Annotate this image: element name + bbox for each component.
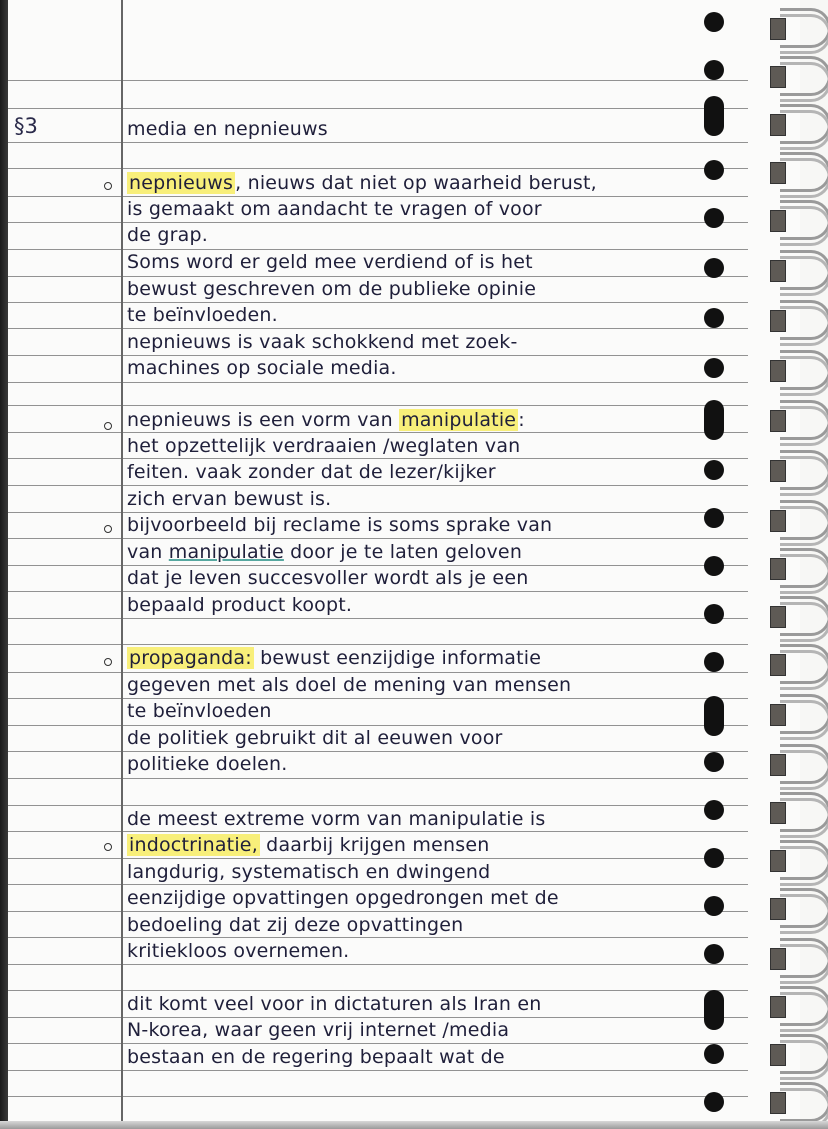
spiral-coil-icon <box>770 104 828 148</box>
ruled-line <box>8 831 748 832</box>
ruled-line <box>8 485 748 486</box>
ruled-line <box>8 382 748 383</box>
bullet-icon <box>104 182 112 190</box>
punch-hole-icon <box>704 800 724 820</box>
note-line: bijvoorbeeld bij reclame is soms sprake van <box>127 514 553 536</box>
ruled-line <box>8 858 748 859</box>
note-line: propaganda: bewust eenzijdige informatie <box>129 647 542 669</box>
note-line: dat je leven succesvoller wordt als je een <box>127 567 529 589</box>
punch-hole-icon <box>704 400 724 440</box>
note-line: de grap. <box>127 224 209 246</box>
punch-hole-icon <box>704 460 724 480</box>
spiral-coil-icon <box>770 644 828 688</box>
punch-hole-icon <box>704 96 724 136</box>
ruled-line <box>8 1070 748 1071</box>
spiral-coil-icon <box>770 200 828 244</box>
note-line: het opzettelijk verdraaien /weglaten van <box>127 435 521 457</box>
bullet-icon <box>104 525 112 533</box>
note-line: machines op sociale media. <box>127 357 397 379</box>
ruled-line <box>8 458 748 459</box>
note-line: nepnieuws is een vorm van manipulatie : <box>127 409 525 431</box>
note-line: langdurig, systematisch en dwingend <box>127 861 491 883</box>
note-line: dit komt veel voor in dictaturen als Iran en <box>127 993 542 1015</box>
ruled-line <box>8 618 748 619</box>
spiral-coil-icon <box>770 350 828 394</box>
ruled-line <box>8 805 748 806</box>
note-line: eenzijdige opvattingen opgedrongen met de <box>127 887 559 909</box>
spiral-coil-icon <box>770 400 828 444</box>
punch-hole-icon <box>704 556 724 576</box>
ruled-line <box>8 778 748 779</box>
page-bottom-edge <box>0 1121 828 1129</box>
note-line: nepnieuws , nieuws dat niet op waarheid berust, <box>129 172 597 194</box>
spiral-coil-icon <box>770 1082 828 1126</box>
ruled-line <box>8 108 748 109</box>
ruled-line <box>8 937 748 938</box>
note-line: nepnieuws is vaak schokkend met zoek- <box>127 331 518 353</box>
ruled-line <box>8 591 748 592</box>
section-number: §3 <box>14 114 38 138</box>
spiral-coil-icon <box>770 840 828 884</box>
spiral-coil-icon <box>770 744 828 788</box>
punch-hole-icon <box>704 990 724 1030</box>
note-line: indoctrinatie, daarbij krijgen mensen <box>129 834 490 856</box>
punch-hole-icon <box>704 696 724 736</box>
note-line: N-korea, waar geen vrij internet /media <box>127 1019 510 1041</box>
spiral-coil-icon <box>770 450 828 494</box>
spiral-coil-icon <box>770 888 828 932</box>
spiral-coil-icon <box>770 596 828 640</box>
spiral-coil-icon <box>770 500 828 544</box>
spiral-coil-icon <box>770 1034 828 1078</box>
bullet-icon <box>104 422 112 430</box>
bullet-icon <box>104 658 112 666</box>
punch-hole-icon <box>704 160 724 180</box>
spiral-coil-icon <box>770 8 828 52</box>
spiral-coil-icon <box>770 56 828 100</box>
ruled-line <box>8 698 748 699</box>
punch-hole-icon <box>704 358 724 378</box>
note-line: de meest extreme vorm van manipulatie is <box>127 808 546 830</box>
note-line: de politiek gebruikt dit al eeuwen voor <box>127 727 503 749</box>
ruled-line <box>8 884 748 885</box>
ruled-line <box>8 538 748 539</box>
ruled-line <box>8 405 748 406</box>
ruled-line <box>8 168 748 169</box>
punch-hole-icon <box>704 1092 724 1112</box>
note-line: bewust geschreven om de publieke opinie <box>127 278 537 300</box>
punch-hole-icon <box>704 12 724 32</box>
note-title: media en nepnieuws <box>127 118 328 140</box>
ruled-line <box>8 432 748 433</box>
note-line: bepaald product koopt. <box>127 594 353 616</box>
note-line: bestaan en de regering bepaalt wat de <box>127 1046 505 1068</box>
punch-hole-icon <box>704 258 724 278</box>
spiral-coil-icon <box>770 250 828 294</box>
note-line: te beïnvloeden. <box>127 304 278 326</box>
ruled-line <box>8 751 748 752</box>
ruled-line <box>8 1096 748 1097</box>
punch-hole-icon <box>704 208 724 228</box>
note-line: politieke doelen. <box>127 753 288 775</box>
note-line: kritiekloos overnemen. <box>127 940 350 962</box>
highlight-term: manipulatie <box>401 409 517 431</box>
note-line: van manipulatie door je te laten geloven <box>127 541 523 563</box>
ruled-line <box>8 222 748 223</box>
margin-line <box>121 0 123 1129</box>
spiral-coil-icon <box>770 792 828 836</box>
punch-hole-icon <box>704 1044 724 1064</box>
highlight-term: propaganda: <box>129 647 252 669</box>
note-line: te beïnvloeden <box>127 700 272 722</box>
punch-hole-icon <box>704 944 724 964</box>
highlight-term: indoctrinatie, <box>129 834 258 856</box>
note-line: feiten. vaak zonder dat de lezer/kijker <box>127 461 496 483</box>
ruled-line <box>8 80 748 81</box>
punch-hole-icon <box>704 308 724 328</box>
note-line: is gemaakt om aandacht te vragen of voor <box>127 198 542 220</box>
ruled-line <box>8 302 748 303</box>
punch-hole-icon <box>704 652 724 672</box>
note-line: Soms word er geld mee verdiend of is het <box>127 251 533 273</box>
punch-hole-icon <box>704 848 724 868</box>
ruled-line <box>8 990 748 991</box>
ruled-line <box>8 644 748 645</box>
bullet-icon <box>104 843 112 851</box>
spiral-coil-icon <box>770 300 828 344</box>
ruled-line <box>8 1043 748 1044</box>
note-line: zich ervan bewust is. <box>127 488 332 510</box>
punch-hole-icon <box>704 508 724 528</box>
note-line: gegeven met als doel de mening van mensen <box>127 674 572 696</box>
spiral-coil-icon <box>770 694 828 738</box>
highlight-term: nepnieuws <box>129 172 234 194</box>
underlined-term: manipulatie <box>168 541 284 563</box>
ruled-line <box>8 964 748 965</box>
note-line: bedoeling dat zij deze opvattingen <box>127 914 464 936</box>
spiral-coil-icon <box>770 548 828 592</box>
ruled-line <box>8 142 748 143</box>
ruled-line <box>8 911 748 912</box>
punch-hole-icon <box>704 752 724 772</box>
spiral-coil-icon <box>770 986 828 1030</box>
spiral-coil-icon <box>770 152 828 196</box>
spiral-coil-icon <box>770 938 828 982</box>
page-left-edge <box>0 0 8 1129</box>
ruled-line <box>8 328 748 329</box>
punch-hole-icon <box>704 896 724 916</box>
punch-hole-icon <box>704 60 724 80</box>
punch-hole-icon <box>704 604 724 624</box>
